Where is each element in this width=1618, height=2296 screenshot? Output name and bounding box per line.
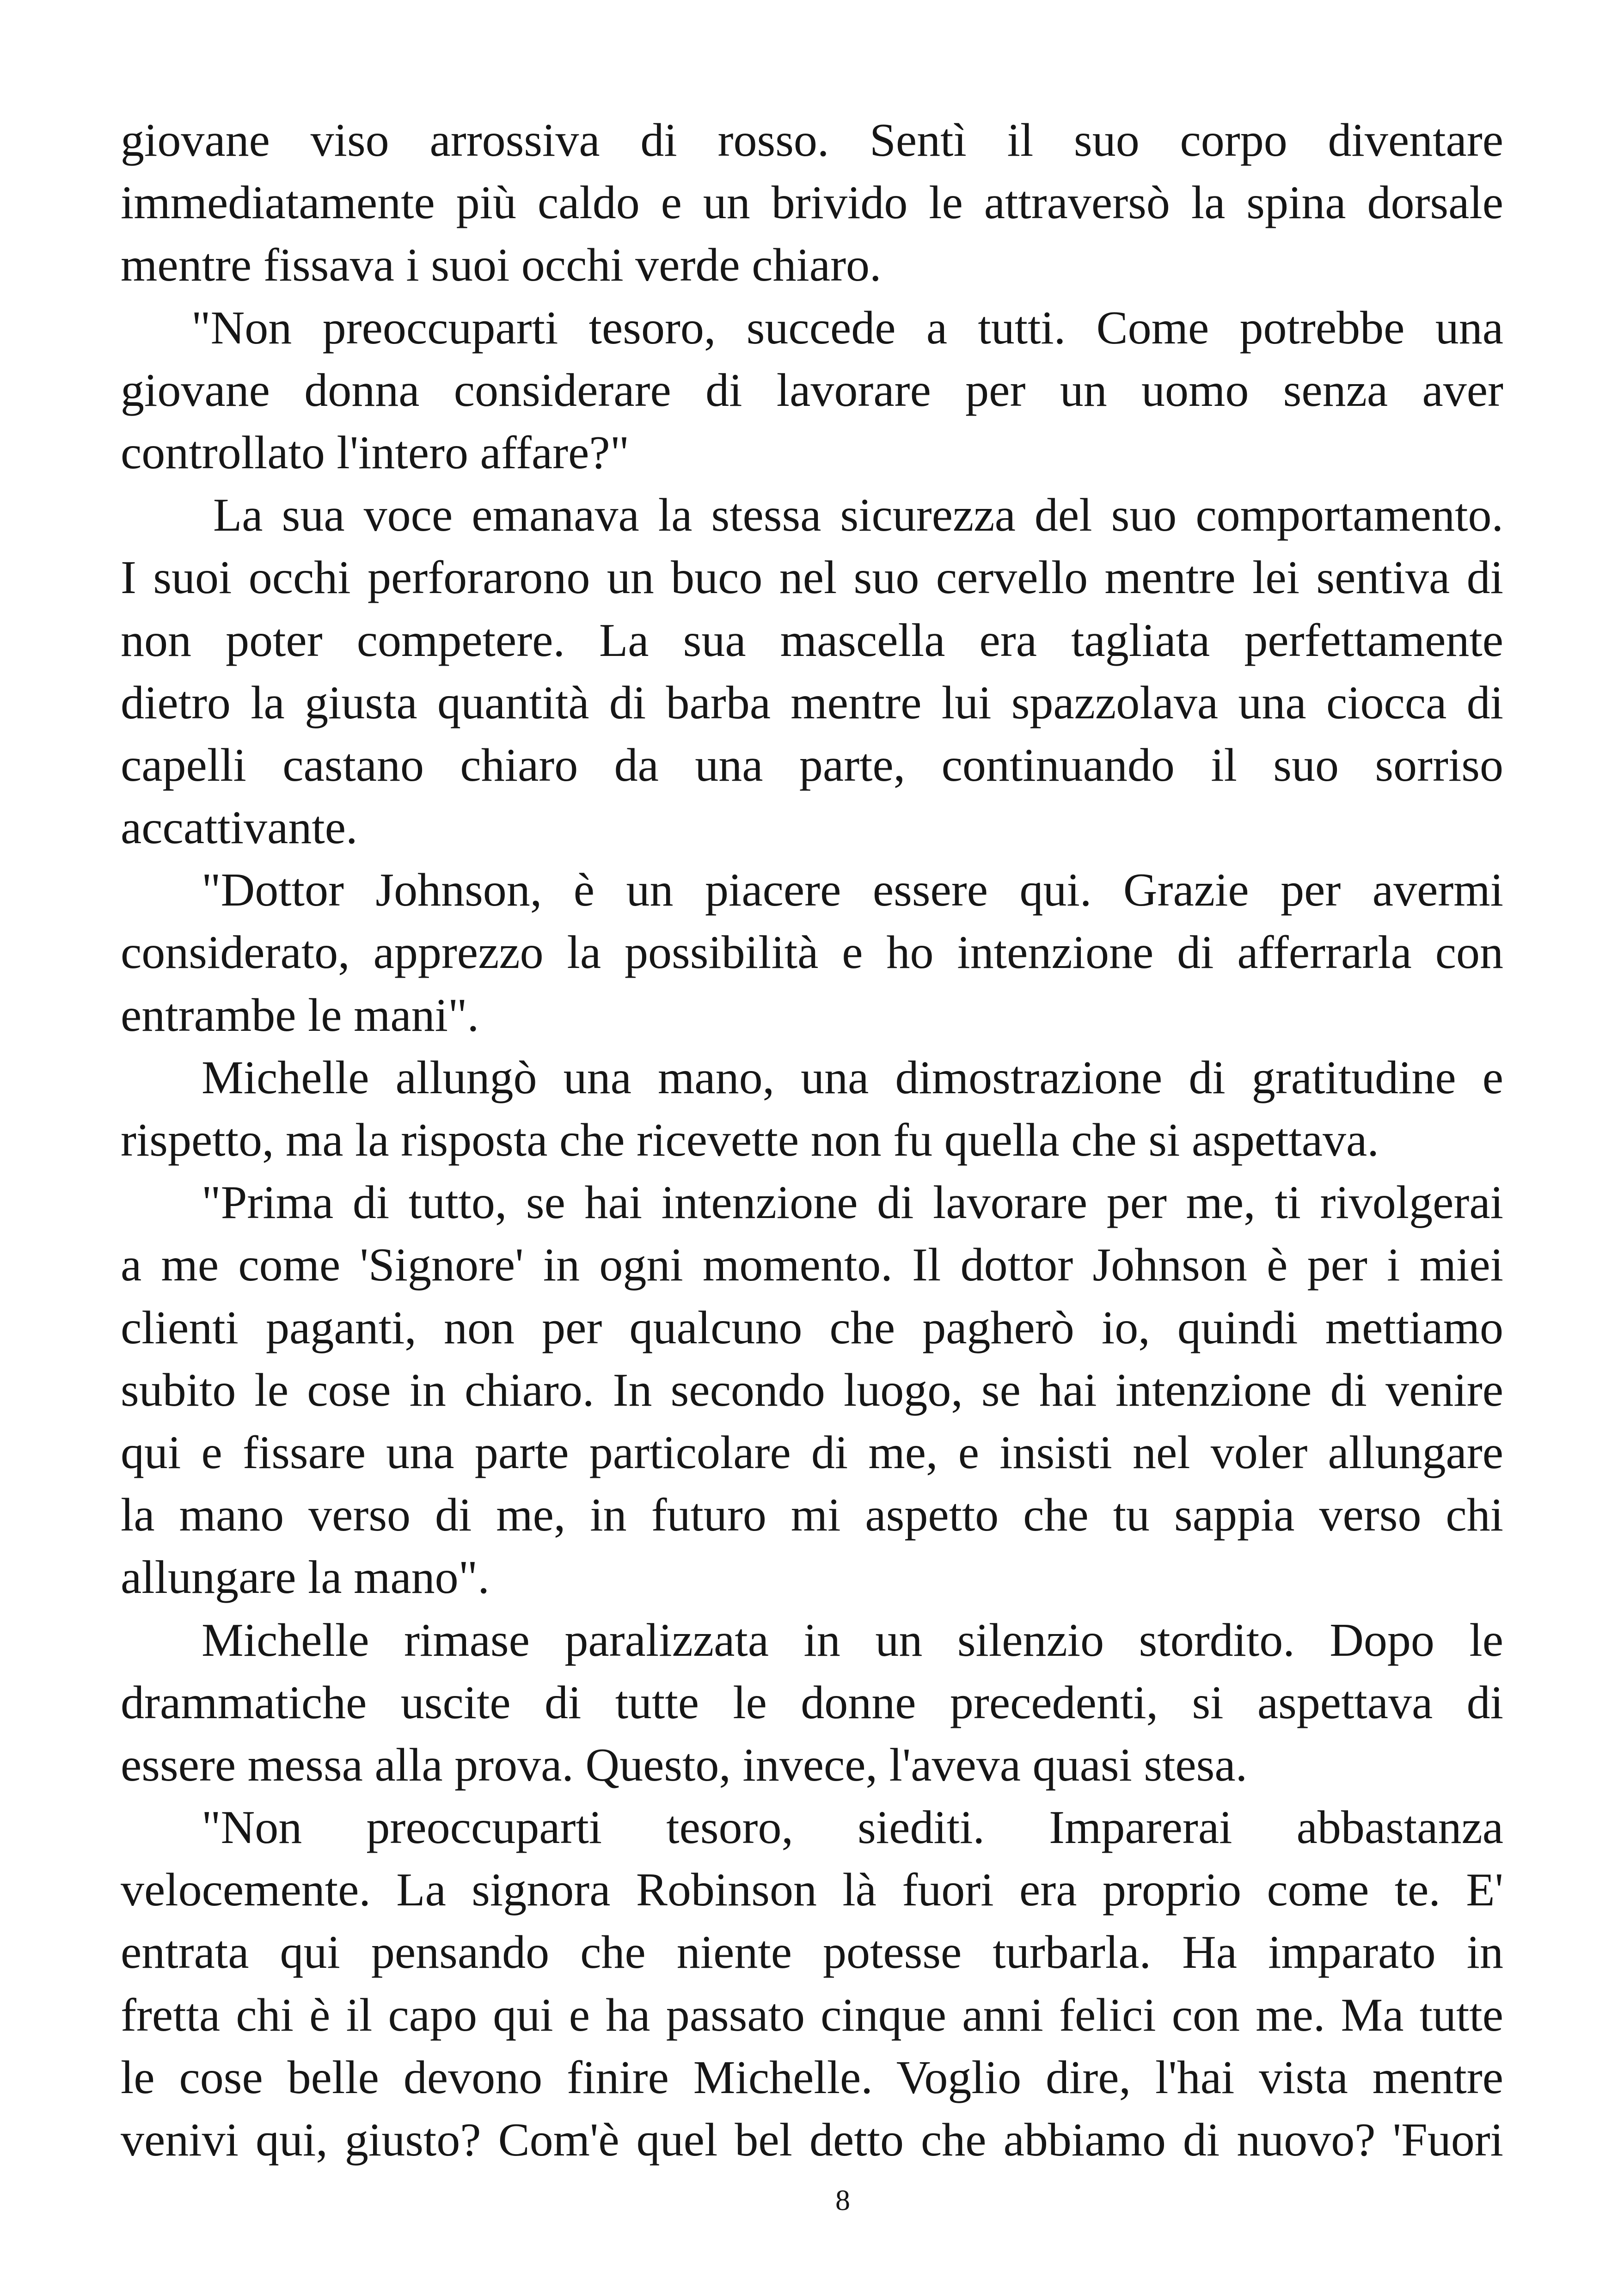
paragraph [121,859,1503,1047]
text-line: velocemente. La signora Robinson là fuori era proprio come te. E' [121,1864,1503,1916]
paragraph [121,297,1503,484]
text-line: la mano verso di me, in futuro mi aspetto che tu sappia verso chi [121,1489,1503,1542]
paragraph [121,109,1503,297]
text-line: "Non preoccuparti tesoro, succede a tutti. Come potrebbe una [191,301,1503,354]
text-line: "Non preoccuparti tesoro, siediti. Imparerai abbastanza [202,1801,1503,1854]
text-line: giovane donna considerare di lavorare per un uomo senza aver [121,364,1503,416]
paragraph [121,1047,1503,1171]
text-line: "Dottor Johnson, è un piacere essere qui. Grazie per avermi [202,864,1503,917]
text-line: non poter competere. La sua mascella era tagliata perfettamente [121,614,1503,667]
paragraph [121,484,1503,859]
text-line: La sua voce emanava la stessa sicurezza del suo comportamento. [213,489,1503,542]
text-line: fretta chi è il capo qui e ha passato cinque anni felici con me. Ma tutte [121,1989,1503,2041]
text-line: mentre fissava i suoi occhi verde chiaro. [121,239,882,292]
text-line: le cose belle devono finire Michelle. Voglio dire, l'hai vista mentre [121,2051,1503,2104]
text-line: considerato, apprezzo la possibilità e ho intenzione di afferrarla con [121,926,1503,979]
text-line: I suoi occhi perforarono un buco nel suo cervello mentre lei sentiva di [121,551,1503,604]
text-line: immediatamente più caldo e un brivido le attraversò la spina dorsale [121,177,1503,229]
text-line: qui e fissare una parte particolare di me, e insisti nel voler allungare [121,1426,1503,1479]
text-line: "Prima di tutto, se hai intenzione di lavorare per me, ti rivolgerai [202,1176,1503,1229]
text-line: allungare la mano". [121,1551,490,1604]
paragraph [121,1609,1503,1797]
paragraph [121,1796,1503,2171]
text-line: entrata qui pensando che niente potesse turbarla. Ha imparato in [121,1926,1503,1979]
text-line: rispetto, ma la risposta che ricevette non fu quella che si aspettava. [121,1114,1379,1166]
paragraph [121,1171,1503,1609]
text-line: Michelle rimase paralizzata in un silenzio stordito. Dopo le [202,1614,1503,1666]
text-line: controllato l'intero affare?" [121,426,630,479]
text-line: essere messa alla prova. Questo, invece, l'aveva quasi stesa. [121,1739,1248,1791]
page-number: 8 [835,2184,850,2216]
text-line: Michelle allungò una mano, una dimostrazione di gratitudine e [202,1051,1503,1104]
text-line: accattivante. [121,802,358,854]
text-line: dietro la giusta quantità di barba mentre lui spazzolava una ciocca di [121,676,1503,729]
text-line: subito le cose in chiaro. In secondo luogo, se hai intenzione di venire [121,1364,1503,1416]
text-line: capelli castano chiaro da una parte, continuando il suo sorriso [121,739,1503,791]
text-line: entrambe le mani". [121,989,479,1041]
text-line: a me come 'Signore' in ogni momento. Il dottor Johnson è per i miei [121,1239,1503,1292]
text-line: clienti paganti, non per qualcuno che pagherò io, quindi mettiamo [121,1301,1503,1354]
text-line: drammatiche uscite di tutte le donne precedenti, si aspettava di [121,1676,1503,1729]
text-line: giovane viso arrossiva di rosso. Sentì il suo corpo diventare [121,114,1503,166]
text-line: venivi qui, giusto? Com'è quel bel detto che abbiamo di nuovo? 'Fuori [121,2114,1503,2166]
body-text [121,109,1503,2171]
